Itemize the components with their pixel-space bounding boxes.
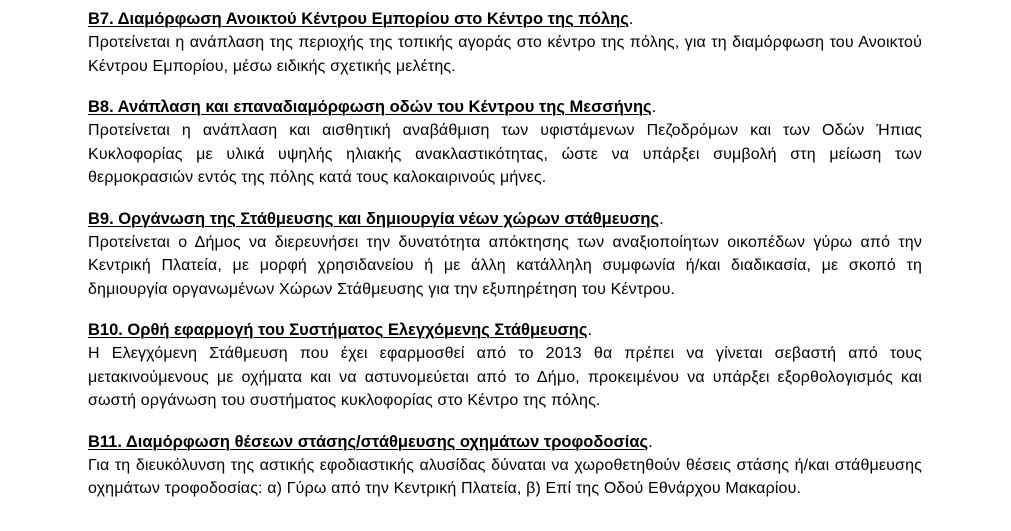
- document-page: [88, 8, 922, 519]
- section-heading: Β9. Οργάνωση της Στάθμευσης και δημιουργία νέων χώρων στάθμευσης: [88, 209, 660, 228]
- section-heading: Β7. Διαμόρφωση Ανοικτού Κέντρου Εμπορίου στο Κέντρο της πόλης: [88, 10, 629, 28]
- section-body: Προτείνεται η ανάπλαση της περιοχής της τοπικής αγοράς στο κέντρο της πόλης, για τη διαμόρφωση του Ανοικτού Κέντρου Εμπορίου, μέσω ειδικής σχετικής μελέτης.: [88, 34, 922, 75]
- section-heading: Β8. Ανάπλαση και επαναδιαμόρφωση οδών του Κέντρου της Μεσσήνης: [88, 98, 652, 116]
- heading-period: .: [628, 10, 634, 28]
- section-body: Προτείνεται ο Δήμος να διερευνήσει την δυνατότητα απόκτησης των αναξιοποίητων οικοπέδων γύρω από την Κεντρική Πλατεία, με μορφή χρησιδανείου ή με άλλη κατάλληλη συμφωνία ή/και διαδικασία, με σκοπό τη δημιουργία οργανωμένων Χώρων Στάθμευσης για την εξυπηρέτηση του Κέντρου.: [88, 233, 922, 298]
- section-body: Προτείνεται η ανάπλαση και αισθητική αναβάθμιση των υφιστάμενων Πεζοδρόμων και των Οδών Ήπιας Κυκλοφορίας με υλικά υψηλής ηλιακής ανακλαστικότητας, ώστε να υπάρξει συμβολή στη μείωση των θερμοκρασιών εντός της πόλης κατά τους καλοκαιρινούς μήνες.: [88, 122, 922, 186]
- section-heading-line: [88, 96, 922, 119]
- section-b11: [88, 431, 922, 501]
- section-b10: [88, 319, 922, 413]
- section-heading-line: [88, 319, 922, 342]
- section-heading: Β10. Ορθή εφαρμογή του Συστήματος Ελεγχόμενης Στάθμευσης: [88, 321, 588, 339]
- heading-period: .: [659, 209, 664, 228]
- heading-period: .: [587, 321, 593, 339]
- section-body: Η Ελεγχόμενη Στάθμευση που έχει εφαρμοσθεί από το 2013 θα πρέπει να γίνεται σεβαστή από τους μετακινούμενους με οχήματα και να αστυνομεύεται από το Δήμο, προκειμένου να υπάρξει εξορθολογισμός και σωστή οργάνωση του συστήματος κυκλοφορίας στο Κέντρο της πόλης.: [88, 345, 922, 409]
- section-heading-line: [88, 431, 922, 454]
- section-b8: [88, 96, 922, 190]
- heading-period: .: [648, 432, 653, 451]
- section-heading-line: [88, 208, 922, 231]
- section-body: Για τη διευκόλυνση της αστικής εφοδιαστικής αλυσίδας δύναται να χωροθετηθούν θέσεις στάσης ή/και στάθμευσης οχημάτων τροφοδοσίας: α) Γύρω από την Κεντρική Πλατεία, β) Επί της Οδού Εθνάρχου Μακαρίου.: [88, 456, 922, 497]
- section-heading-line: [88, 8, 922, 31]
- section-b7: [88, 8, 922, 78]
- section-heading: Β11. Διαμόρφωση θέσεων στάσης/στάθμευσης οχημάτων τροφοδοσίας: [88, 432, 649, 451]
- heading-period: .: [651, 98, 657, 116]
- section-b9: [88, 208, 922, 302]
